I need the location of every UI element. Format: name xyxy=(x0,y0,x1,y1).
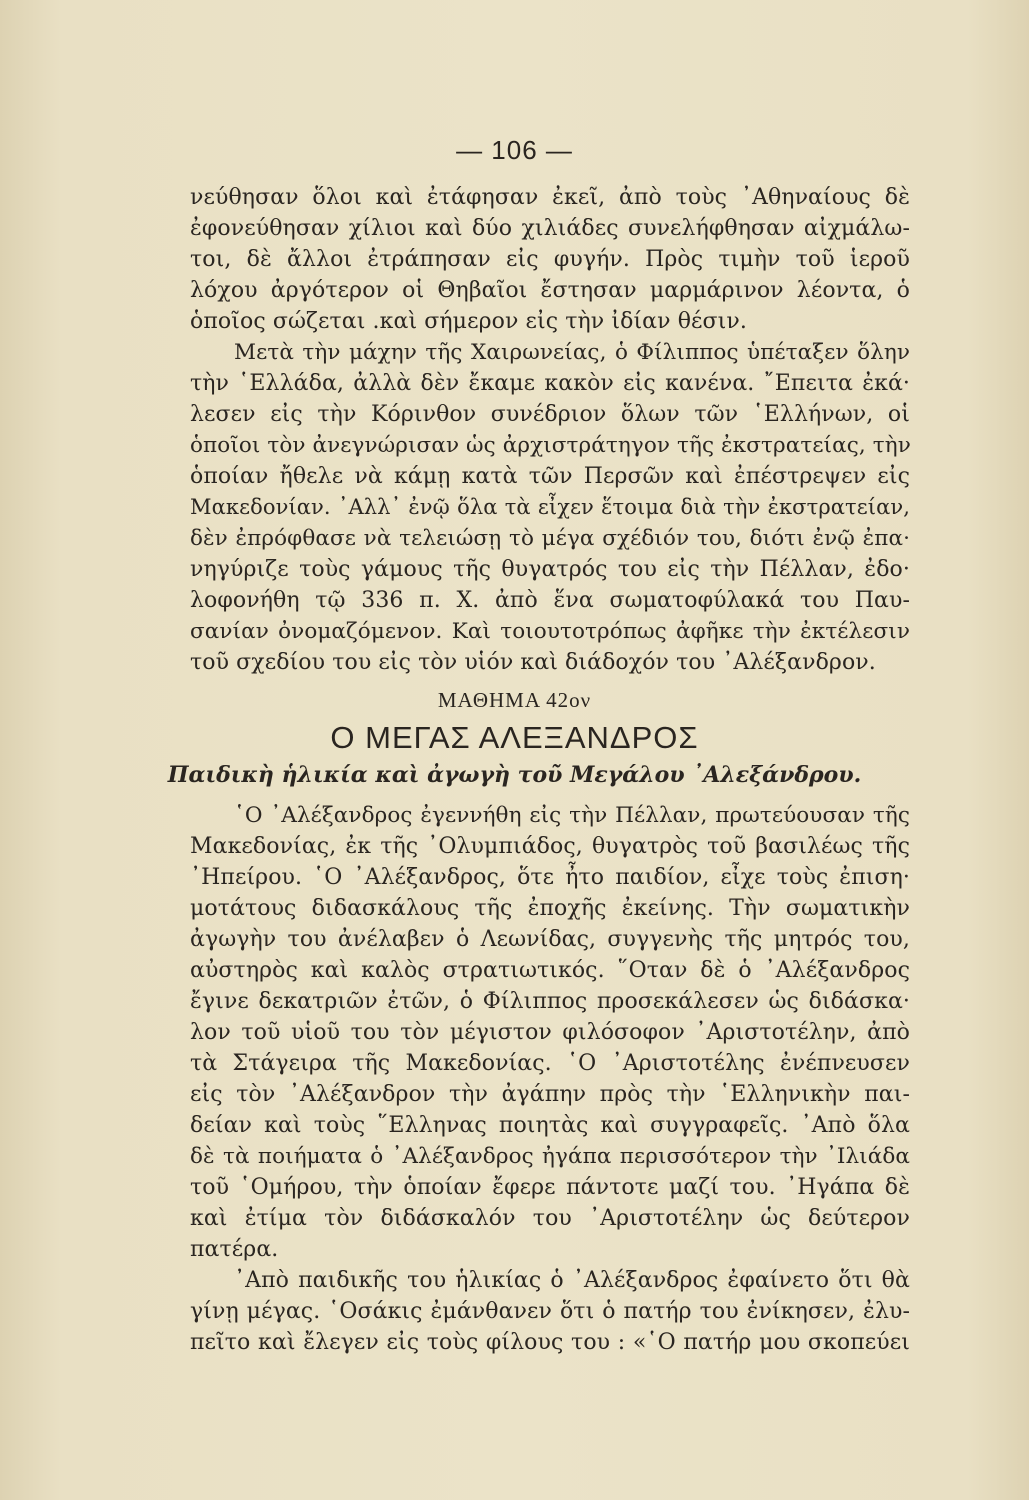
text-line: αὐστηρὸς καὶ καλὸς στρατιωτικός. ῞Οταν δὲ ὁ ᾽Αλέξανδρος xyxy=(190,958,910,983)
text-line: τοῦ σχεδίου του εἰς τὸν υἱόν καὶ διάδοχόν του ᾽Αλέξανδρον. xyxy=(190,650,876,675)
top-text-block xyxy=(190,182,910,678)
text-line: λοφονήθη τῷ 336 π. Χ. ἀπὸ ἕνα σωματοφύλακά του Παυ- xyxy=(190,588,910,613)
text-line: δείαν καὶ τοὺς ῞Ελληνας ποιητὰς καὶ συγγραφεῖς. ᾽Απὸ ὅλα xyxy=(190,1113,910,1138)
text-line: ἔγινε δεκατριῶν ἐτῶν, ὁ Φίλιππος προσεκάλεσεν ὡς διδάσκα· xyxy=(190,989,910,1014)
text-line: ᾽Απὸ παιδικῆς του ἡλικίας ὁ ᾽Αλέξανδρος ἐφαίνετο ὅτι θὰ xyxy=(234,1268,910,1293)
text-line: ὁποῖοι τὸν ἀνεγνώρισαν ὡς ἀρχιστράτηγον τῆς ἐκστρατείας, τὴν xyxy=(190,433,911,458)
bottom-text-block xyxy=(190,800,910,1358)
text-line: λόχου ἀργότερον οἱ Θηβαῖοι ἔστησαν μαρμάρινον λέοντα, ὁ xyxy=(190,278,910,303)
text-line: λον τοῦ υἱοῦ του τὸν μέγιστον φιλόσοφον ᾽Αριστοτέλην, ἀπὸ xyxy=(190,1020,910,1045)
lesson-label: ΜΑΘΗΜΑ 42ον xyxy=(437,688,592,712)
text-line: ᾽Ηπείρου. ῾Ο ᾽Αλέξανδρος, ὅτε ἦτο παιδίον, εἶχε τοὺς ἐπιση· xyxy=(190,865,910,890)
text-line: τὰ Στάγειρα τῆς Μακεδονίας. ῾Ο ᾽Αριστοτέλης ἐνέπνευσεν xyxy=(190,1051,910,1076)
text-line: τοι, δὲ ἄλλοι ἐτράπησαν εἰς φυγήν. Πρὸς τιμὴν τοῦ ἱεροῦ xyxy=(190,247,910,272)
text-line: ῾Ο ᾽Αλέξανδρος ἐγεννήθη εἰς τὴν Πέλλαν, πρωτεύουσαν τῆς xyxy=(234,803,910,828)
text-line: Μετὰ τὴν μάχην τῆς Χαιρωνείας, ὁ Φίλιππος ὑπέταξεν ὅλην xyxy=(234,340,910,365)
text-line: εἰς τὸν ᾽Αλέξανδρον τὴν ἀγάπην πρὸς τὴν ῾Ελληνικὴν παι- xyxy=(190,1082,910,1107)
chapter-title: Ο ΜΕΓΑΣ ΑΛΕΞΑΝΔΡΟΣ xyxy=(330,720,699,755)
text-line: Μακεδονίας, ἐκ τῆς ᾽Ολυμπιάδος, θυγατρὸς τοῦ βασιλέως τῆς xyxy=(190,834,910,859)
text-line: γίνῃ μέγας. ῾Οσάκις ἐμάνθανεν ὅτι ὁ πατήρ του ἐνίκησεν, ἐλυ- xyxy=(190,1299,910,1324)
text-line: πατέρα. xyxy=(190,1237,279,1262)
text-line: σανίαν ὀνομαζόμενον. Καὶ τοιουτοτρόπως ἀφῆκε τὴν ἐκτέλεσιν xyxy=(190,619,910,644)
text-line: δὲν ἐπρόφθασε νὰ τελειώσῃ τὸ μέγα σχέδιόν του, διότι ἐνῷ ἐπα· xyxy=(190,526,910,551)
text-line: ἐφονεύθησαν χίλιοι καὶ δύο χιλιάδες συνελήφθησαν αἰχμάλω- xyxy=(190,216,910,241)
text-line: νεύθησαν ὅλοι καὶ ἐτάφησαν ἐκεῖ, ἀπὸ τοὺς ᾽Αθηναίους δὲ xyxy=(190,185,910,210)
text-line: μοτάτους διδασκάλους τῆς ἐποχῆς ἐκείνης. Τὴν σωματικὴν xyxy=(190,896,910,921)
text-line: τοῦ ῾Ομήρου, τὴν ὁποίαν ἔφερε πάντοτε μαζί του. ᾽Ηγάπα δὲ xyxy=(190,1175,910,1200)
text-line: δὲ τὰ ποιήματα ὁ ᾽Αλέξανδρος ἠγάπα περισσότερον τὴν ᾽Ιλιάδα xyxy=(190,1144,910,1169)
text-line: λεσεν εἰς τὴν Κόρινθον συνέδριον ὅλων τῶν ῾Ελλήνων, οἱ xyxy=(190,402,910,427)
text-line: καὶ ἐτίμα τὸν διδάσκαλόν του ᾽Αριστοτέλην ὡς δεύτερον xyxy=(190,1206,910,1231)
text-line: Μακεδονίαν. ᾽Αλλ᾽ ἐνῷ ὅλα τὰ εἶχεν ἕτοιμα διὰ τὴν ἐκστρατείαν, xyxy=(190,495,910,519)
text-line: νηγύριζε τοὺς γάμους τῆς θυγατρός του εἰς τὴν Πέλλαν, ἐδο· xyxy=(190,557,910,582)
text-line: ὁποῖος σώζεται .καὶ σήμερον εἰς τὴν ἰδίαν θέσιν. xyxy=(190,309,747,334)
chapter-subtitle: Παιδικὴ ἡλικία καὶ ἀγωγὴ τοῦ Μεγάλου ᾽Αλεξάνδρου. xyxy=(167,762,862,788)
page-number: — 106 — xyxy=(456,135,573,165)
text-line: ἀγωγὴν του ἀνέλαβεν ὁ Λεωνίδας, συγγενὴς τῆς μητρός του, xyxy=(190,927,910,952)
text-line: ὁποίαν ἤθελε νὰ κάμῃ κατὰ τῶν Περσῶν καὶ ἐπέστρεψεν εἰς xyxy=(190,464,910,489)
text-line: πεῖτο καὶ ἔλεγεν εἰς τοὺς φίλους του : «῾Ο πατήρ μου σκοπεύει xyxy=(190,1330,910,1355)
text-line: τὴν ῾Ελλάδα, ἀλλὰ δὲν ἔκαμε κακὸν εἰς κανένα. ῎Επειτα ἐκά· xyxy=(190,371,910,396)
